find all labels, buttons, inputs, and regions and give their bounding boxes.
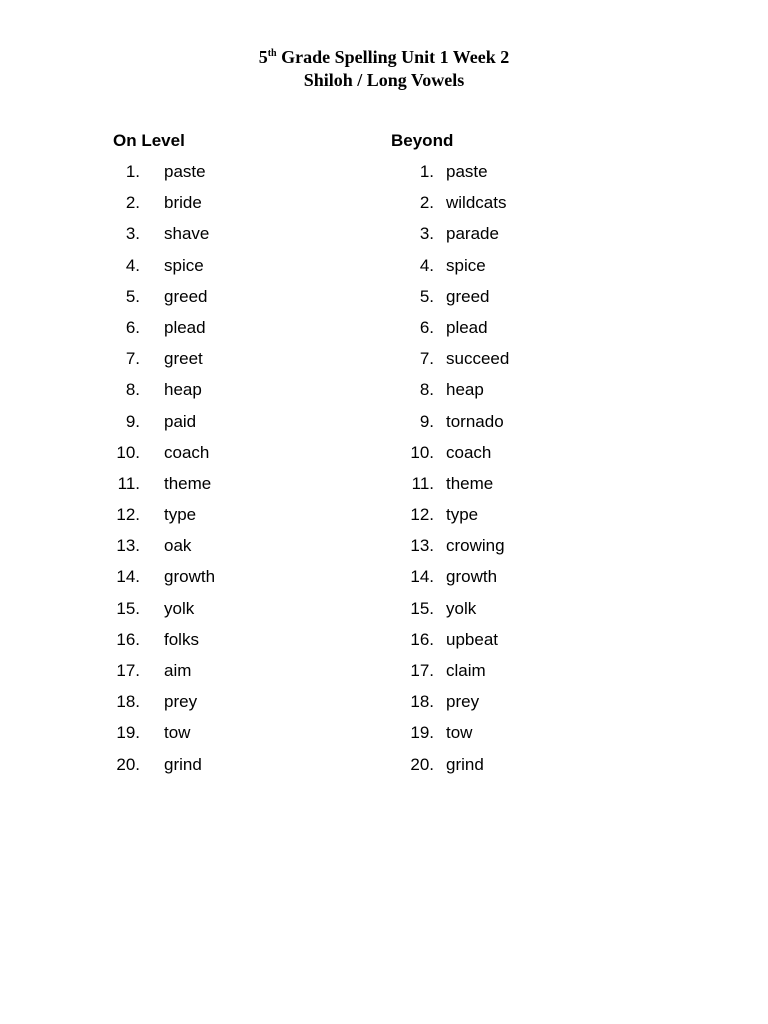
item-number: 13.	[116, 536, 140, 556]
spelling-word: yolk	[164, 598, 195, 618]
spelling-word: plead	[446, 317, 488, 337]
spelling-word: bride	[164, 193, 202, 213]
spelling-word: claim	[446, 661, 486, 680]
spelling-word: heap	[164, 380, 202, 400]
spelling-word: yolk	[446, 598, 477, 618]
spelling-word: theme	[446, 473, 494, 493]
item-number: 6.	[419, 317, 434, 337]
document-title-block	[0, 46, 768, 92]
item-number: 4.	[419, 255, 434, 275]
list-item	[103, 630, 215, 661]
spelling-word: prey	[446, 692, 480, 712]
list-item	[103, 599, 215, 630]
list-item	[397, 193, 509, 224]
list-item	[103, 536, 215, 567]
list-item	[103, 256, 215, 287]
item-number: 9.	[125, 411, 140, 431]
list-item	[397, 567, 509, 598]
title-grade-superscript: th	[267, 48, 277, 59]
list-item	[103, 755, 215, 786]
item-number: 20.	[410, 754, 434, 774]
spelling-word: tow	[446, 723, 473, 743]
list-item	[397, 630, 509, 661]
item-number: 1.	[419, 162, 434, 181]
spelling-word: oak	[164, 536, 192, 556]
spelling-word: greed	[446, 286, 490, 306]
list-item	[397, 599, 509, 630]
item-number: 10.	[410, 442, 434, 462]
spelling-word: type	[164, 505, 197, 525]
spelling-word: parade	[446, 224, 499, 244]
item-number: 8.	[419, 380, 434, 400]
item-number: 20.	[116, 754, 140, 774]
item-number: 13.	[410, 536, 434, 556]
item-number: 12.	[410, 505, 434, 525]
spelling-word: paste	[446, 162, 488, 181]
list-item	[103, 661, 215, 692]
spelling-word: coach	[164, 442, 210, 462]
item-number: 18.	[116, 692, 140, 712]
on-level-word-list	[103, 162, 215, 786]
list-item	[103, 412, 215, 443]
list-item	[397, 349, 509, 380]
spelling-word: aim	[164, 661, 192, 680]
list-item	[397, 412, 509, 443]
spelling-word: spice	[164, 255, 204, 275]
beyond-word-list	[397, 162, 509, 786]
item-number: 7.	[125, 349, 140, 369]
list-item	[103, 505, 215, 536]
spelling-word: paid	[164, 411, 197, 431]
list-item	[397, 755, 509, 786]
spelling-word: growth	[164, 567, 216, 587]
item-number: 3.	[419, 224, 434, 244]
spelling-word: upbeat	[446, 629, 498, 649]
list-item	[397, 505, 509, 536]
item-number: 6.	[125, 317, 140, 337]
item-number: 4.	[125, 255, 140, 275]
spelling-word: succeed	[446, 349, 510, 369]
spelling-word: prey	[164, 692, 198, 712]
list-item	[103, 287, 215, 318]
list-item	[103, 224, 215, 255]
item-number: 19.	[116, 723, 140, 743]
list-item	[103, 443, 215, 474]
document-title	[0, 46, 768, 69]
list-item	[397, 692, 509, 723]
list-item	[103, 474, 215, 505]
list-item	[103, 380, 215, 411]
item-number: 11.	[117, 473, 140, 493]
list-item	[397, 162, 509, 193]
list-item	[103, 193, 215, 224]
list-item	[397, 723, 509, 754]
list-item	[103, 162, 215, 193]
spelling-word: folks	[164, 629, 199, 649]
item-number: 14.	[410, 567, 434, 587]
spelling-word: coach	[446, 442, 492, 462]
item-number: 14.	[116, 567, 140, 587]
item-number: 11.	[411, 473, 434, 493]
list-item	[397, 443, 509, 474]
item-number: 8.	[125, 380, 140, 400]
list-item	[397, 380, 509, 411]
item-number: 5.	[419, 286, 434, 306]
spelling-word: wildcats	[446, 193, 507, 213]
item-number: 9.	[419, 411, 434, 431]
item-number: 15.	[116, 598, 140, 618]
spelling-word: greed	[164, 286, 208, 306]
item-number: 3.	[125, 224, 140, 244]
document-subtitle: Shiloh / Long Vowels	[303, 70, 465, 90]
item-number: 2.	[125, 193, 140, 213]
list-item	[397, 224, 509, 255]
spelling-word: heap	[446, 380, 484, 400]
on-level-heading: On Level	[113, 131, 185, 150]
item-number: 18.	[410, 692, 434, 712]
item-number: 15.	[410, 598, 434, 618]
spelling-word: growth	[446, 567, 498, 587]
list-item	[103, 349, 215, 380]
spelling-word: paste	[164, 162, 206, 181]
spelling-word: tow	[164, 723, 191, 743]
beyond-heading: Beyond	[391, 131, 454, 150]
spelling-word: spice	[446, 255, 486, 275]
list-item	[397, 536, 509, 567]
item-number: 7.	[419, 349, 434, 369]
list-item	[103, 567, 215, 598]
spelling-word: type	[446, 505, 479, 525]
list-item	[397, 318, 509, 349]
item-number: 17.	[116, 661, 140, 680]
spelling-word: grind	[446, 754, 484, 774]
item-number: 2.	[419, 193, 434, 213]
spelling-word: tornado	[446, 411, 504, 431]
item-number: 16.	[116, 629, 140, 649]
list-item	[103, 692, 215, 723]
spelling-word: grind	[164, 754, 202, 774]
spelling-word: greet	[164, 349, 203, 369]
list-item	[103, 318, 215, 349]
item-number: 5.	[125, 286, 140, 306]
list-item	[103, 723, 215, 754]
spelling-word: shave	[164, 224, 210, 244]
spelling-word: crowing	[446, 536, 505, 556]
list-item	[397, 474, 509, 505]
list-item	[397, 661, 509, 692]
title-rest: Grade Spelling Unit 1 Week 2	[276, 47, 510, 67]
item-number: 1.	[125, 162, 140, 181]
list-item	[397, 287, 509, 318]
item-number: 12.	[116, 505, 140, 525]
list-item	[397, 256, 509, 287]
item-number: 16.	[410, 629, 434, 649]
item-number: 19.	[410, 723, 434, 743]
item-number: 17.	[410, 661, 434, 680]
spelling-word: plead	[164, 317, 206, 337]
spelling-word: theme	[164, 473, 212, 493]
item-number: 10.	[116, 442, 140, 462]
title-grade-number: 5	[258, 47, 268, 67]
